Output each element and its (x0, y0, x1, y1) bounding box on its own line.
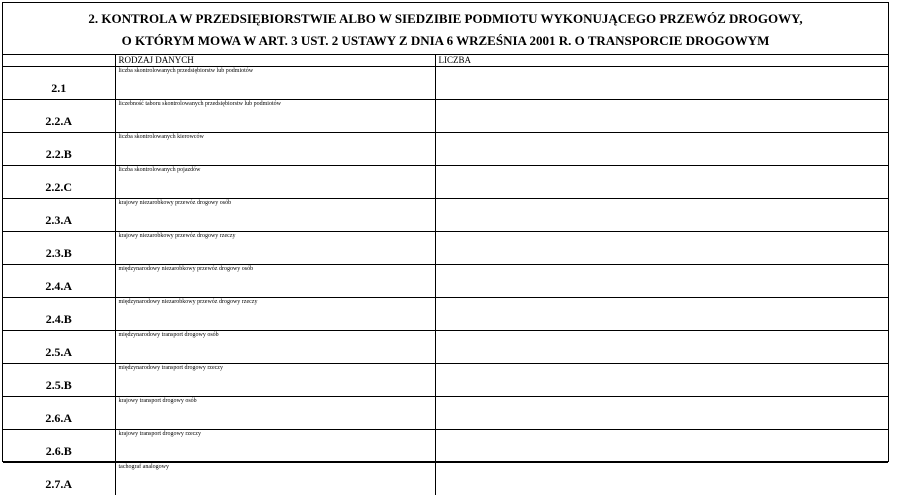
row-label: liczba skontrolowanych przedsiębiorstw lub podmiotów (115, 67, 435, 100)
table-row (3, 298, 888, 331)
header-code-cell (3, 55, 115, 67)
row-code: 2.7.A (3, 463, 115, 495)
row-label: liczba skontrolowanych pojazdów (115, 166, 435, 199)
row-code: 2.5.A (3, 331, 115, 364)
table-row (3, 133, 888, 166)
row-value-field[interactable] (435, 133, 888, 166)
row-code: 2.2.A (3, 100, 115, 133)
table-row (3, 100, 888, 133)
row-label: liczba skontrolowanych kierowców (115, 133, 435, 166)
row-label: krajowy niezarobkowy przewóz drogowy osób (115, 199, 435, 232)
row-code: 2.6.A (3, 397, 115, 430)
row-code: 2.2.B (3, 133, 115, 166)
row-value-field[interactable] (435, 67, 888, 100)
row-code: 2.4.A (3, 265, 115, 298)
row-value-field[interactable] (435, 199, 888, 232)
table-row (3, 67, 888, 100)
row-value-field[interactable] (435, 463, 888, 495)
row-label: międzynarodowy transport drogowy osób (115, 331, 435, 364)
row-value-field[interactable] (435, 397, 888, 430)
table-row (3, 397, 888, 430)
row-label: międzynarodowy niezarobkowy przewóz drogowy rzeczy (115, 298, 435, 331)
section-title-line1: 2. KONTROLA W PRZEDSIĘBIORSTWIE ALBO W SIEDZIBIE PODMIOTU WYKONUJĄCEGO PRZEWÓZ DROGOWY, (88, 8, 802, 30)
table-row (3, 463, 888, 495)
row-value-field[interactable] (435, 430, 888, 463)
table-row (3, 199, 888, 232)
section-title-line2: O KTÓRYM MOWA W ART. 3 UST. 2 USTAWY Z DNIA 6 WRZEŚNIA 2001 R. O TRANSPORCIE DROGOWYM (122, 30, 770, 52)
row-value-field[interactable] (435, 298, 888, 331)
row-label: międzynarodowy niezarobkowy przewóz drogowy osób (115, 265, 435, 298)
table-row (3, 430, 888, 463)
table-row (3, 166, 888, 199)
row-code: 2.4.B (3, 298, 115, 331)
row-code: 2.3.A (3, 199, 115, 232)
table-row (3, 331, 888, 364)
section-title (3, 3, 888, 55)
form-section (2, 2, 889, 462)
row-value-field[interactable] (435, 331, 888, 364)
row-label: liczebność taboru skontrolowanych przedsiębiorstw lub podmiotów (115, 100, 435, 133)
row-label: krajowy transport drogowy rzeczy (115, 430, 435, 463)
header-value: LICZBA (435, 55, 888, 67)
data-table (3, 55, 888, 495)
row-code: 2.1 (3, 67, 115, 100)
row-value-field[interactable] (435, 364, 888, 397)
table-header-row (3, 55, 888, 67)
row-code: 2.6.B (3, 430, 115, 463)
row-label: międzynarodowy transport drogowy rzeczy (115, 364, 435, 397)
table-row (3, 364, 888, 397)
row-code: 2.5.B (3, 364, 115, 397)
row-value-field[interactable] (435, 100, 888, 133)
table-row (3, 232, 888, 265)
header-kind: RODZAJ DANYCH (115, 55, 435, 67)
row-code: 2.2.C (3, 166, 115, 199)
row-code: 2.3.B (3, 232, 115, 265)
row-label: tachograf analogowy (115, 463, 435, 495)
row-value-field[interactable] (435, 166, 888, 199)
row-label: krajowy niezarobkowy przewóz drogowy rzeczy (115, 232, 435, 265)
row-value-field[interactable] (435, 232, 888, 265)
row-label: krajowy transport drogowy osób (115, 397, 435, 430)
row-value-field[interactable] (435, 265, 888, 298)
table-row (3, 265, 888, 298)
